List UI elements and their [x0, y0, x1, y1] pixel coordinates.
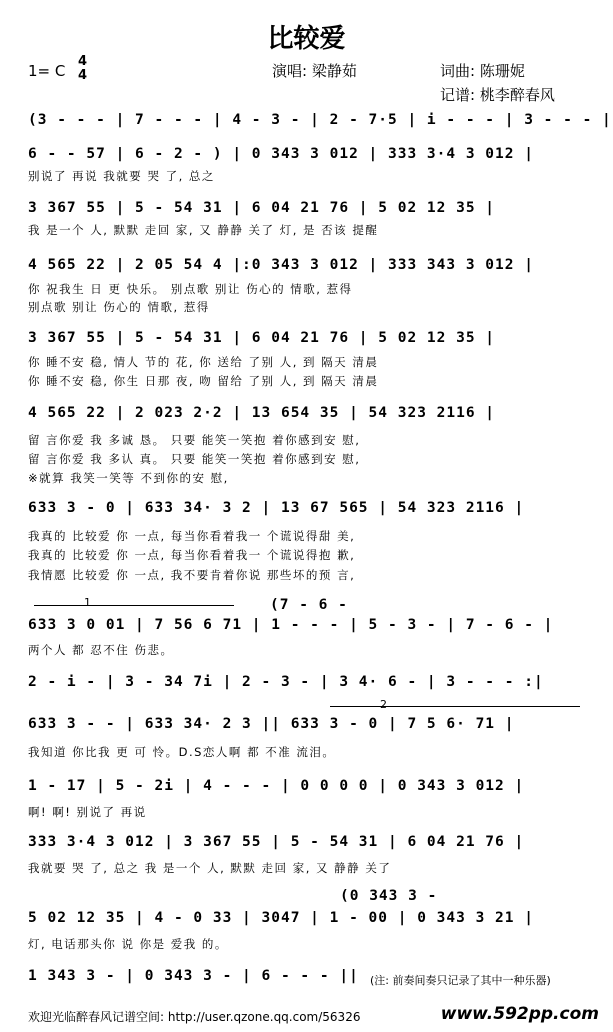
volta-1-label: 1 [84, 596, 91, 609]
lyric-line-7a: 我真的 比较爱 你 一点, 每当你看着我一 个谎说得甜 美, [28, 529, 356, 543]
score-line-13: 5 02 12 35 | 4 - 0 33 | 3047 | 1 - 00 | 0 343 3 21 | [28, 910, 534, 926]
lyric-line-7b: 我真的 比较爱 你 一点, 每当你看着我一 个谎说得抱 歉, [28, 548, 356, 562]
lyric-line-7c: 我情愿 比较爱 你 一点, 我不要肯着你说 那些坏的预 言, [28, 568, 356, 582]
pre-notes-1: (7 - 6 - [270, 597, 348, 613]
lyric-line-5b: 你 睡不安 稳, 你生 日那 夜, 吻 留给 了别 人, 到 隔天 清晨 [28, 374, 379, 388]
transcriber-credit: 记谱: 桃李醉春风 [440, 86, 555, 104]
lyric-line-6c: ※就算 我笑一笑等 不到你的安 慰, [28, 471, 229, 485]
score-line-6: 4 565 22 | 2 023 2·2 | 13 654 35 | 54 323 2116 | [28, 405, 496, 421]
volta-2-label: 2 [380, 698, 387, 711]
lyric-line-6a: 留 言你爱 我 多诚 恳。 只要 能笑一笑抱 着你感到安 慰, [28, 433, 361, 447]
score-line-7: 633 3 - 0 | 633 34· 3 2 | 13 67 565 | 54 323 2116 | [28, 500, 525, 516]
lyric-line-4a: 你 祝我生 日 更 快乐。 别点歌 别让 伤心的 情歌, 惹得 [28, 282, 353, 296]
lyric-line-6b: 留 言你爱 我 多认 真。 只要 能笑一笑抱 着你感到安 慰, [28, 452, 361, 466]
lyric-line-5a: 你 睡不安 稳, 情人 节的 花, 你 送给 了别 人, 到 隔天 清晨 [28, 355, 379, 369]
score-line-1: (3 - - - | 7 - - - | 4 - 3 - | 2 - 7·5 | i - - - | 3 - - - | [28, 112, 612, 128]
footer-visit-text: 欢迎光临醉春风记谱空间: http://user.qzone.qq.com/56326 [28, 1010, 361, 1024]
score-line-3: 3 367 55 | 5 - 54 31 | 6 04 21 76 | 5 02 12 35 | [28, 200, 496, 216]
lyric-line-3a: 我 是一个 人, 默默 走回 家, 又 静静 关了 灯, 是 否该 提醒 [28, 223, 379, 237]
lyric-line-11a: 啊! 啊! 别说了 再说 [28, 805, 147, 819]
score-line-2: 6 - - 57 | 6 - 2 - ) | 0 343 3 012 | 333 3·4 3 012 | [28, 146, 534, 162]
score-line-4: 4 565 22 | 2 05 54 4 |:0 343 3 012 | 333 343 3 012 | [28, 257, 534, 273]
score-line-12: 333 3·4 3 012 | 3 367 55 | 5 - 54 31 | 6 04 21 76 | [28, 834, 525, 850]
lyric-line-10a: 我知道 你比我 更 可 怜。D.S恋人啊 都 不准 流泪。 [28, 745, 336, 759]
singer-credit: 演唱: 梁静茹 [272, 62, 357, 80]
score-line-9: 2 - i - | 3 - 34 7i | 2 - 3 - | 3 4· 6 - | 3 - - - :| [28, 674, 544, 690]
lyric-line-12a: 我就要 哭 了, 总之 我 是一个 人, 默默 走回 家, 又 静静 关了 [28, 861, 392, 875]
lyric-line-2a: 别说了 再说 我就要 哭 了, 总之 [28, 169, 215, 183]
score-line-10: 633 3 - - | 633 34· 2 3 || 633 3 - 0 | 7 5 6· 71 | [28, 716, 515, 732]
lyric-line-8a: 两个人 都 忍不住 伤悲。 [28, 643, 174, 657]
score-line-14: 1 343 3 - | 0 343 3 - | 6 - - - || [28, 968, 359, 984]
score-line-8: 633 3 0 01 | 7 56 6 71 | 1 - - - | 5 - 3 - | 7 - 6 - | [28, 617, 554, 633]
time-signature-bottom: 4 [78, 68, 88, 83]
lyric-line-13a: 灯, 电话那头你 说 你是 爱我 的。 [28, 937, 228, 951]
time-signature-top: 4 [78, 54, 88, 69]
page-title: 比较爱 [267, 24, 346, 54]
key-signature: 1= C [28, 62, 66, 80]
score-line-5: 3 367 55 | 5 - 54 31 | 6 04 21 76 | 5 02 12 35 | [28, 330, 496, 346]
lyric-line-4b: 别点歌 别让 伤心的 情歌, 惹得 [28, 300, 210, 314]
transcription-note: (注: 前奏间奏只记录了其中一种乐器) [370, 974, 551, 987]
brand-watermark: www.592pp.com [440, 1004, 599, 1024]
pre-notes-2: (0 343 3 - [340, 888, 438, 904]
score-line-11: 1 - 17 | 5 - 2i | 4 - - - | 0 0 0 0 | 0 343 3 012 | [28, 778, 525, 794]
composer-credit: 词曲: 陈珊妮 [440, 62, 525, 80]
